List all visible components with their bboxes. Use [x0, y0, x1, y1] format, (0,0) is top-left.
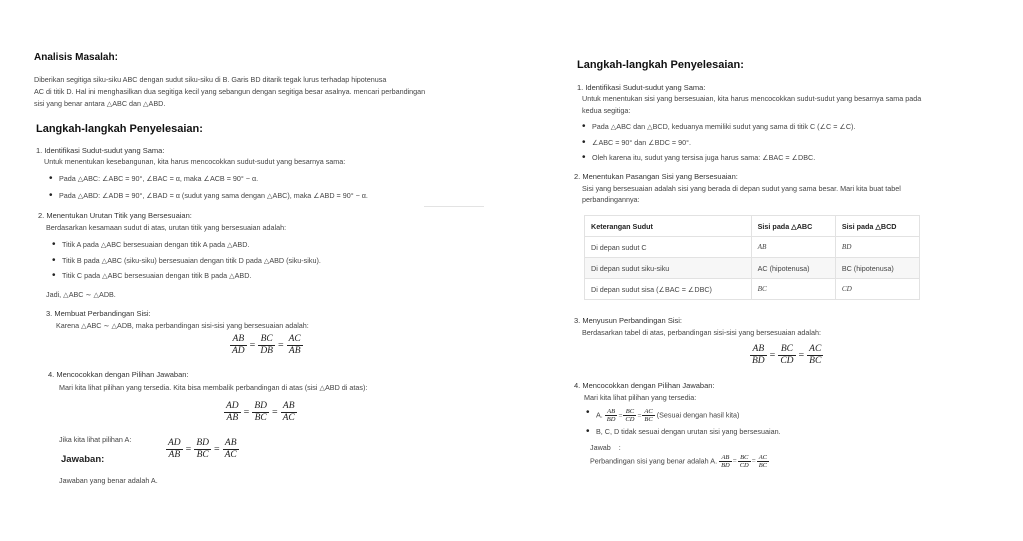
- table-cell: Di depan sudut sisa (∠BAC = ∠DBC): [585, 279, 752, 300]
- intro-line-2: AC di titik D. Hal ini menghasilkan dua segitiga kecil yang sebangun dengan segitiga besar asalnya. mencari perbandingan: [34, 87, 426, 96]
- fraction: $\frac{AC}{BC}$: [809, 344, 822, 366]
- fraction: $\frac{BC}{CD}$: [625, 408, 635, 423]
- step-2-bullet-2: • Titik B pada △ABC (siku-siku) bersesuaian dengan titik D pada △ABD (siku-siku).: [62, 256, 321, 265]
- fraction: $\frac{AD}{AB}$: [226, 401, 239, 423]
- step-2-bullet-1: • Titik A pada △ABC bersesuaian dengan titik A pada △ABD.: [62, 240, 249, 249]
- correspondence-table: [584, 215, 920, 300]
- r-step-4-bullet-2: • B, C, D tidak sesuai dengan urutan sisi yang bersesuaian.: [596, 427, 781, 436]
- step-1-desc: Untuk menentukan kesebangunan, kita harus mencocokkan sudut-sudut yang besarnya sama:: [44, 157, 346, 166]
- fraction: $\frac{AB}{AC}$: [224, 438, 237, 460]
- fraction: $\frac{BC}{CD}$: [739, 454, 749, 469]
- r-step-2-desc-2: perbandingannya:: [582, 195, 640, 204]
- fraction: $\frac{AB}{AC}$: [282, 401, 295, 423]
- r-step-4-desc: Mari kita lihat pilihan yang tersedia:: [584, 393, 697, 402]
- table-header: Keterangan Sudut: [585, 216, 752, 237]
- r-step-4-title: 4. Mencocokkan dengan Pilihan Jawaban:: [574, 381, 715, 390]
- step-4-desc: Mari kita lihat pilihan yang tersedia. Kita bisa membalik perbandingan di atas (sisi △ABD di atas):: [59, 383, 368, 392]
- fraction: $\frac{AB}{AD}$: [232, 334, 245, 356]
- table-cell: Di depan sudut C: [585, 237, 752, 258]
- table-cell: AB: [751, 237, 835, 258]
- fraction: $\frac{AC}{BC}$: [644, 408, 653, 423]
- r-step-1-title: 1. Identifikasi Sudut-sudut yang Sama:: [577, 83, 706, 92]
- table-header: Sisi pada △BCD: [835, 216, 919, 237]
- fraction: $\frac{BD}{BC}$: [254, 401, 267, 423]
- step-3-title: 3. Membuat Perbandingan Sisi:: [46, 309, 151, 318]
- step-1-bullet-2: • Pada △ABD: ∠ADB = 90°, ∠BAD = α (sudut yang sama dengan △ABC), maka ∠ABD = 90° − α.: [59, 191, 368, 200]
- final-answer: Jawaban yang benar adalah A.: [59, 476, 158, 485]
- step-2-desc: Berdasarkan kesamaan sudut di atas, urutan titik yang bersesuaian adalah:: [46, 223, 287, 232]
- option-a-label: Jika kita lihat pilihan A:: [59, 435, 132, 444]
- answer-equation: $\frac{AD}{AB}$ = $\frac{BD}{BC}$ = $\frac{AB}{AC}$: [168, 438, 237, 460]
- steps-title: Langkah-langkah Penyelesaian:: [36, 123, 203, 135]
- answer-label: Jawaban:: [61, 454, 105, 465]
- step-3-desc: Karena △ABC ∼ △ADB, maka perbandingan sisi-sisi yang bersesuaian adalah:: [56, 321, 309, 330]
- jawab-label: Jawab :: [590, 443, 621, 452]
- intro-line-3: sisi yang benar antara △ABC dan △ABD.: [34, 99, 166, 108]
- analysis-title: Analisis Masalah:: [34, 52, 118, 63]
- step-4-equation: $\frac{AD}{AB}$ = $\frac{BD}{BC}$ = $\frac{AB}{AC}$: [226, 401, 295, 423]
- step-2-conclusion: Jadi, △ABC ∼ △ADB.: [46, 290, 116, 299]
- fraction: $\frac{AB}{BD}$: [752, 344, 765, 366]
- step-4-title: 4. Mencocokkan dengan Pilihan Jawaban:: [48, 370, 189, 379]
- table-cell: BD: [835, 237, 919, 258]
- r-final-answer: Perbandingan sisi yang benar adalah A. $\frac{AB}{BD}$ = $\frac{BC}{CD}$ = $\frac{AC}{BC}$: [590, 454, 767, 469]
- step-1-bullet-1: • Pada △ABC: ∠ABC = 90°, ∠BAC = α, maka ∠ACB = 90° − α.: [59, 174, 258, 183]
- r-step-1-bullet-3: • Oleh karena itu, sudut yang tersisa juga harus sama: ∠BAC = ∠DBC.: [592, 153, 815, 162]
- steps-title-right: Langkah-langkah Penyelesaian:: [577, 59, 744, 71]
- fraction: $\frac{BC}{DB}$: [260, 334, 273, 356]
- r-step-1-bullet-1: • Pada △ABC dan △BCD, keduanya memiliki sudut yang sama di titik C (∠C = ∠C).: [592, 122, 855, 131]
- step-2-bullet-3: • Titik C pada △ABC bersesuaian dengan titik B pada △ABD.: [62, 271, 251, 280]
- table-cell: AC (hipotenusa): [751, 258, 835, 279]
- fraction: $\frac{BC}{CD}$: [780, 344, 794, 366]
- divider: [424, 206, 484, 207]
- table-row: [585, 237, 920, 258]
- step-2-title: 2. Menentukan Urutan Titik yang Bersesuaian:: [38, 211, 192, 220]
- table-header-row: [585, 216, 920, 237]
- table-cell: BC (hipotenusa): [835, 258, 919, 279]
- fraction: $\frac{AC}{AB}$: [288, 334, 301, 356]
- fraction: $\frac{AB}{BD}$: [606, 408, 616, 423]
- table-cell: Di depan sudut siku-siku: [585, 258, 752, 279]
- r-step-4-bullet-1: • A. $\frac{AB}{BD}$ = $\frac{BC}{CD}$ = $\frac{AC}{BC}$ (Sesuai dengan hasil kita): [596, 408, 739, 423]
- r-step-2-desc-1: Sisi yang bersesuaian adalah sisi yang berada di depan sudut yang sama besar. Mari kita buat tabel: [582, 184, 901, 193]
- step-3-equation: $\frac{AB}{AD}$ = $\frac{BC}{DB}$ = $\frac{AC}{AB}$: [232, 334, 301, 356]
- intro-line-1: Diberikan segitiga siku-siku ABC dengan sudut siku-siku di B. Garis BD ditarik tegak lurus terhadap hipotenusa: [34, 75, 387, 84]
- table-cell: CD: [835, 279, 919, 300]
- table-row: [585, 279, 920, 300]
- r-step-2-title: 2. Menentukan Pasangan Sisi yang Bersesuaian:: [574, 172, 738, 181]
- r-step-1-desc-2: kedua segitiga:: [582, 106, 631, 115]
- fraction: $\frac{AD}{AB}$: [168, 438, 181, 460]
- r-step-1-bullet-2: • ∠ABC = 90° dan ∠BDC = 90°.: [592, 138, 691, 147]
- r-step-3-title: 3. Menyusun Perbandingan Sisi:: [574, 316, 682, 325]
- fraction: $\frac{BD}{BC}$: [196, 438, 209, 460]
- r-step-3-desc: Berdasarkan tabel di atas, perbandingan sisi-sisi yang bersesuaian adalah:: [582, 328, 821, 337]
- r-step-3-equation: $\frac{AB}{BD}$ = $\frac{BC}{CD}$ = $\frac{AC}{BC}$: [752, 344, 822, 366]
- table-header: Sisi pada △ABC: [751, 216, 835, 237]
- table-cell: BC: [751, 279, 835, 300]
- r-step-1-desc-1: Untuk menentukan sisi yang bersesuaian, kita harus mencocokkan sudut-sudut yang besarnya sama pada: [582, 94, 922, 103]
- fraction: $\frac{AC}{BC}$: [758, 454, 767, 469]
- fraction: $\frac{AB}{BD}$: [721, 454, 730, 469]
- step-1-title: 1. Identifikasi Sudut-sudut yang Sama:: [36, 146, 165, 155]
- table-row: [585, 258, 920, 279]
